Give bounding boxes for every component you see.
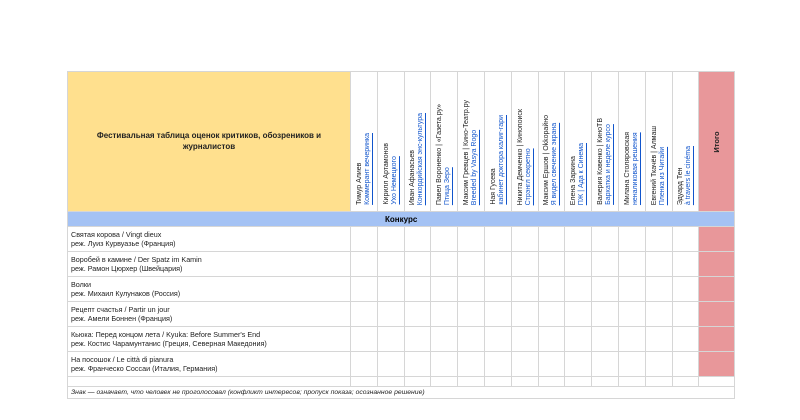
film-cell [68,302,351,327]
score-cell[interactable] [672,252,699,277]
critic-name: Кирилл Артамонов [382,143,390,205]
score-cell[interactable] [592,352,619,377]
empty-cell [377,377,404,387]
score-cell[interactable] [484,302,511,327]
score-cell[interactable] [484,352,511,377]
film-row [68,252,735,277]
critic-header [538,72,565,212]
critic-name: Никита Демченко | Кинопоиск [516,108,524,205]
score-cell[interactable] [618,302,645,327]
score-cell[interactable] [377,252,404,277]
critic-name: Максим Ершов | Okkoрайно [543,114,551,205]
critic-header [592,72,619,212]
score-cell[interactable] [511,252,538,277]
score-cell[interactable] [484,227,511,252]
score-cell[interactable] [458,327,485,352]
film-director: реж. Луиз Курвуазье (Франция) [71,239,176,248]
score-cell[interactable] [351,227,378,252]
score-cell[interactable] [645,252,672,277]
critic-outlet-link[interactable]: Коммерант вечеринка [363,133,371,205]
empty-cell [431,377,458,387]
score-cell[interactable] [404,277,431,302]
score-cell[interactable] [377,227,404,252]
score-cell[interactable] [511,327,538,352]
score-cell[interactable] [431,352,458,377]
score-cell[interactable] [538,227,565,252]
empty-cell [511,377,538,387]
score-cell[interactable] [351,327,378,352]
score-cell[interactable] [431,227,458,252]
critic-outlet-link[interactable]: à travers le cinéma [685,145,693,205]
score-cell[interactable] [511,352,538,377]
critic-name: Павел Вороненко | «Газета.ру» [436,103,444,205]
critic-outlet-link[interactable]: Пленка из Читайи [658,146,666,205]
score-cell[interactable] [404,327,431,352]
empty-cell [565,377,592,387]
film-title: Волки [71,279,91,289]
critic-name: Елена Заркина [570,155,578,205]
empty-cell [672,377,699,387]
score-cell[interactable] [484,327,511,352]
note-row [68,387,735,399]
score-cell[interactable] [377,352,404,377]
score-cell[interactable] [565,277,592,302]
total-cell [699,277,735,302]
score-cell[interactable] [618,352,645,377]
film-director: реж. Амели Боннен (Франция) [71,314,173,323]
critic-outlet-link[interactable]: неналиковая решения [631,132,639,205]
film-title: Святая корова / Vingt dieux [71,229,162,239]
score-cell[interactable] [511,277,538,302]
score-cell[interactable] [538,302,565,327]
total-label: Итого [711,130,721,153]
score-cell[interactable] [592,227,619,252]
score-cell[interactable] [458,302,485,327]
score-cell[interactable] [377,277,404,302]
empty-cell [618,377,645,387]
score-cell[interactable] [458,252,485,277]
score-cell[interactable] [592,252,619,277]
critic-header [484,72,511,212]
score-cell[interactable] [431,252,458,277]
rating-table [67,71,735,399]
film-director: реж. Рамон Цюрхер (Швейцария) [71,264,183,273]
score-cell[interactable] [618,327,645,352]
empty-cell [699,377,735,387]
film-director: реж. Костис Чарамунтанис (Греция, Северная Македония) [71,339,267,348]
score-cell[interactable] [351,302,378,327]
critic-name: Эдуард Тен [677,167,685,205]
score-cell[interactable] [351,352,378,377]
score-cell[interactable] [431,302,458,327]
score-cell[interactable] [645,352,672,377]
score-cell[interactable] [672,352,699,377]
critic-header [377,72,404,212]
critic-outlet-link[interactable]: Бархатка и неделе курсо [605,124,613,205]
critic-header [565,72,592,212]
score-cell[interactable] [511,227,538,252]
table-title: Фестивальная таблица оценок критиков, обозреников и журналистов [68,72,351,212]
score-cell[interactable] [565,302,592,327]
score-cell[interactable] [645,277,672,302]
score-cell[interactable] [618,227,645,252]
score-cell[interactable] [618,252,645,277]
film-director: реж. Михаил Кулунаков (Россия) [71,289,181,298]
score-cell[interactable] [538,277,565,302]
critic-name: Валерия Ковенко | КиноТВ [597,118,605,205]
film-cell [68,252,351,277]
total-column-header [699,72,735,212]
empty-cell [645,377,672,387]
section-row [68,212,735,227]
critic-header [351,72,378,212]
critic-header [404,72,431,212]
score-cell[interactable] [538,252,565,277]
empty-cell [404,377,431,387]
score-cell[interactable] [538,352,565,377]
empty-row [68,377,735,387]
score-cell[interactable] [645,327,672,352]
score-cell[interactable] [645,227,672,252]
total-cell [699,327,735,352]
critic-name: Максим Гревцев | Кино-Театр.ру [463,99,471,205]
critic-header [431,72,458,212]
score-cell[interactable] [565,327,592,352]
film-title: Рецепт счастья / Partir un jour [71,304,170,314]
total-cell [699,227,735,252]
film-row [68,352,735,377]
empty-cell [458,377,485,387]
critic-outlet-link[interactable]: Я видел свечение экрана [551,122,559,205]
score-cell[interactable] [377,302,404,327]
score-cell[interactable] [351,252,378,277]
score-cell[interactable] [404,227,431,252]
critic-outlet-link[interactable]: Стрэнгл секретно [524,148,532,205]
score-cell[interactable] [458,277,485,302]
section-label: Конкурс [68,212,735,227]
film-title: Кьюка: Перед концом лета / Kyuka: Before Summer's End [71,329,261,339]
score-cell[interactable] [592,277,619,302]
empty-cell [592,377,619,387]
film-cell [68,352,351,377]
critic-header [645,72,672,212]
film-row [68,277,735,302]
score-cell[interactable] [404,352,431,377]
critic-name: Евгений Ткачёв | Алмаш [650,125,658,205]
empty-cell [484,377,511,387]
critic-name: Иван Афанасьев [409,149,417,205]
score-cell[interactable] [458,352,485,377]
empty-cell [68,377,351,387]
score-cell[interactable] [404,302,431,327]
score-cell[interactable] [538,327,565,352]
critic-header [618,72,645,212]
score-cell[interactable] [458,227,485,252]
score-cell[interactable] [672,227,699,252]
film-row [68,302,735,327]
critic-outlet-link[interactable]: кабинет доктора калиг-гари [497,115,505,205]
score-cell[interactable] [484,277,511,302]
critic-outlet-link[interactable]: Breeded by Vasya Rogo [471,129,479,205]
critic-name: Ная Гусева [489,168,497,205]
score-cell[interactable] [377,327,404,352]
critic-outlet-link[interactable]: Конкордийская энс-культура [417,112,425,205]
score-cell[interactable] [565,252,592,277]
film-cell [68,227,351,252]
score-cell[interactable] [431,327,458,352]
film-row [68,327,735,352]
score-cell[interactable] [431,277,458,302]
total-cell [699,352,735,377]
score-cell[interactable] [645,302,672,327]
film-title: Воробей в камине / Der Spatz im Kamin [71,254,202,264]
critic-name: Милана Столяровская [623,131,631,205]
score-cell[interactable] [351,277,378,302]
film-director: реж. Франческо Соссаи (Италия, Германия) [71,364,218,373]
total-cell [699,302,735,327]
total-cell [699,252,735,277]
critic-header [672,72,699,212]
empty-cell [538,377,565,387]
score-cell[interactable] [511,302,538,327]
film-cell [68,277,351,302]
score-cell[interactable] [484,252,511,277]
film-row [68,227,735,252]
critic-header [511,72,538,212]
critic-header [458,72,485,212]
header-row [68,72,735,212]
footnote: Знак — означает, что человек не проголосовал (конфликт интересов; пропуск показа; осознанное решение) [68,387,735,399]
critic-outlet-link[interactable]: Ухо Немецкого [390,156,398,205]
score-cell[interactable] [565,227,592,252]
score-cell[interactable] [565,352,592,377]
film-title: На посошок / Le città di pianura [71,354,174,364]
film-cell [68,327,351,352]
critic-name: Тимур Алиев [355,162,363,205]
score-cell[interactable] [592,302,619,327]
critic-outlet-link[interactable]: Птица Зеро [444,167,452,205]
score-cell[interactable] [592,327,619,352]
score-cell[interactable] [618,277,645,302]
score-cell[interactable] [404,252,431,277]
score-cell[interactable] [672,302,699,327]
empty-cell [351,377,378,387]
score-cell[interactable] [672,277,699,302]
score-cell[interactable] [672,327,699,352]
rating-table-sheet [67,71,734,399]
critic-outlet-link[interactable]: ПЖ | Ада к Синема [578,142,586,205]
